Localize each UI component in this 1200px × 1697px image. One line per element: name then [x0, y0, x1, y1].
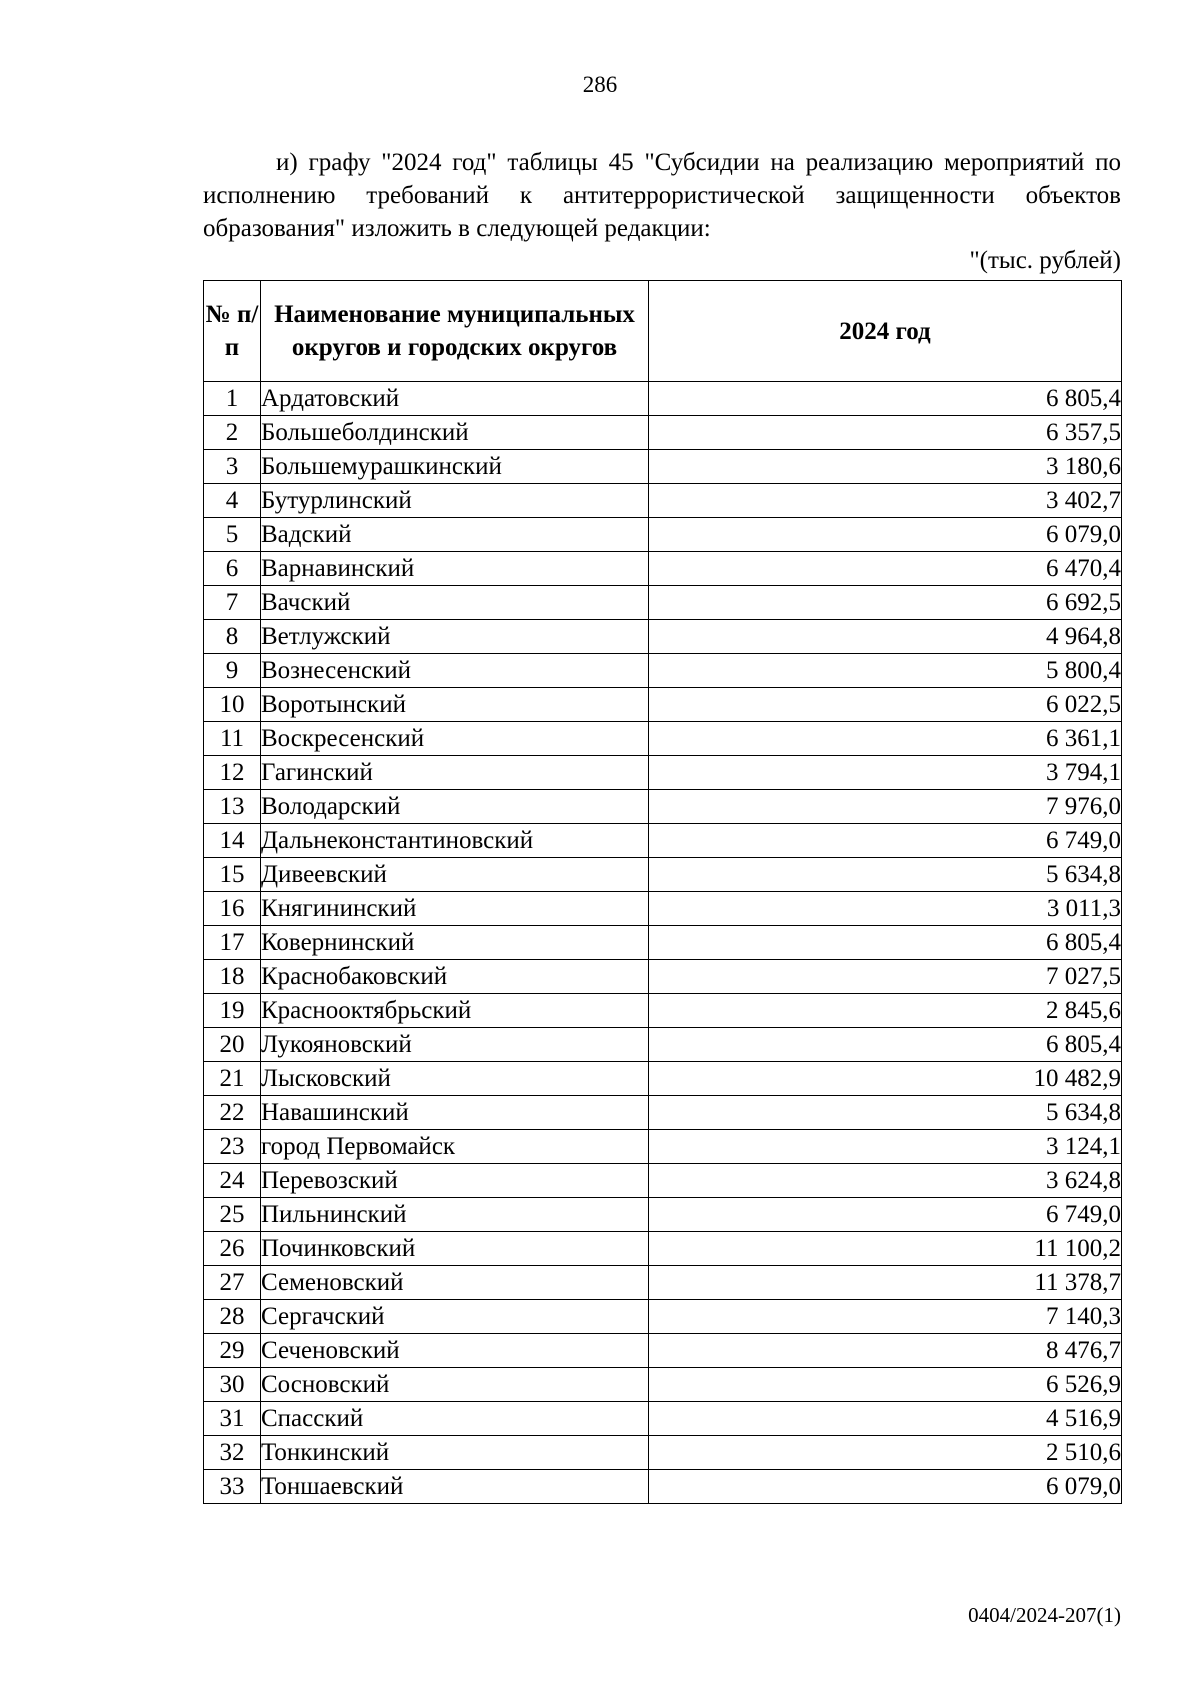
row-number: 28	[204, 1300, 261, 1334]
row-number: 15	[204, 858, 261, 892]
subsidy-value: 6 749,0	[649, 824, 1122, 858]
municipality-name: Ветлужский	[261, 620, 649, 654]
subsidy-value: 10 482,9	[649, 1062, 1122, 1096]
table-header-row	[204, 281, 1122, 382]
municipality-name: Воротынский	[261, 688, 649, 722]
row-number: 5	[204, 518, 261, 552]
table-row	[204, 1334, 1122, 1368]
municipality-name: Сергачский	[261, 1300, 649, 1334]
subsidy-value: 3 402,7	[649, 484, 1122, 518]
row-number: 3	[204, 450, 261, 484]
municipality-name: Вачский	[261, 586, 649, 620]
municipality-name: Перевозский	[261, 1164, 649, 1198]
table-row	[204, 756, 1122, 790]
municipality-name: Володарский	[261, 790, 649, 824]
subsidy-value: 11 100,2	[649, 1232, 1122, 1266]
table-row	[204, 552, 1122, 586]
row-number: 17	[204, 926, 261, 960]
subsidy-value: 6 079,0	[649, 518, 1122, 552]
subsidy-value: 5 634,8	[649, 1096, 1122, 1130]
table-row	[204, 960, 1122, 994]
subsidy-value: 3 624,8	[649, 1164, 1122, 1198]
row-number: 6	[204, 552, 261, 586]
municipality-name: Вадский	[261, 518, 649, 552]
municipality-name: Ковернинский	[261, 926, 649, 960]
row-number: 23	[204, 1130, 261, 1164]
municipality-name: Воскресенский	[261, 722, 649, 756]
row-number: 24	[204, 1164, 261, 1198]
table-row	[204, 1062, 1122, 1096]
table-row	[204, 1470, 1122, 1504]
municipality-name: Сосновский	[261, 1368, 649, 1402]
row-number: 10	[204, 688, 261, 722]
subsidy-value: 5 800,4	[649, 654, 1122, 688]
row-number: 16	[204, 892, 261, 926]
table-row	[204, 1266, 1122, 1300]
subsidy-value: 2 845,6	[649, 994, 1122, 1028]
row-number: 11	[204, 722, 261, 756]
subsidy-value: 6 526,9	[649, 1368, 1122, 1402]
table-row	[204, 1300, 1122, 1334]
subsidy-value: 6 470,4	[649, 552, 1122, 586]
municipality-name: Починковский	[261, 1232, 649, 1266]
subsidy-value: 6 805,4	[649, 382, 1122, 416]
row-number: 14	[204, 824, 261, 858]
intro-paragraph: и) графу "2024 год" таблицы 45 "Субсидии на реализацию мероприятий по исполнению требований к антитеррористической защищенности объектов образования" изложить в следующей редакции:	[203, 149, 1121, 242]
municipality-name: Гагинский	[261, 756, 649, 790]
table-row	[204, 722, 1122, 756]
municipality-name: Краснооктябрьский	[261, 994, 649, 1028]
subsidy-value: 6 361,1	[649, 722, 1122, 756]
table-row	[204, 790, 1122, 824]
table-row	[204, 892, 1122, 926]
row-number: 20	[204, 1028, 261, 1062]
table-row	[204, 382, 1122, 416]
table-row	[204, 518, 1122, 552]
row-number: 21	[204, 1062, 261, 1096]
municipality-name: Лукояновский	[261, 1028, 649, 1062]
municipality-name: Варнавинский	[261, 552, 649, 586]
table-row	[204, 858, 1122, 892]
row-number: 33	[204, 1470, 261, 1504]
table-row	[204, 1198, 1122, 1232]
subsidy-value: 6 692,5	[649, 586, 1122, 620]
municipality-name: Пильнинский	[261, 1198, 649, 1232]
subsidy-value: 7 976,0	[649, 790, 1122, 824]
subsidy-value: 3 124,1	[649, 1130, 1122, 1164]
municipality-name: Семеновский	[261, 1266, 649, 1300]
municipality-name: Навашинский	[261, 1096, 649, 1130]
table-row	[204, 688, 1122, 722]
document-code: 0404/2024-207(1)	[968, 1603, 1121, 1627]
row-number: 26	[204, 1232, 261, 1266]
row-number: 8	[204, 620, 261, 654]
row-number: 30	[204, 1368, 261, 1402]
municipality-name: Бутурлинский	[261, 484, 649, 518]
row-number: 2	[204, 416, 261, 450]
municipality-name: город Первомайск	[261, 1130, 649, 1164]
subsidy-value: 4 516,9	[649, 1402, 1122, 1436]
subsidy-value: 11 378,7	[649, 1266, 1122, 1300]
municipality-name: Дальнеконстантиновский	[261, 824, 649, 858]
subsidy-value: 6 805,4	[649, 926, 1122, 960]
header-number: № п/п	[204, 281, 261, 382]
subsidy-value: 6 805,4	[649, 1028, 1122, 1062]
table-row	[204, 1232, 1122, 1266]
row-number: 18	[204, 960, 261, 994]
units-label: "(тыс. рублей)	[969, 247, 1121, 274]
table-row	[204, 586, 1122, 620]
subsidy-value: 6 079,0	[649, 1470, 1122, 1504]
subsidy-value: 4 964,8	[649, 620, 1122, 654]
row-number: 29	[204, 1334, 261, 1368]
row-number: 27	[204, 1266, 261, 1300]
row-number: 25	[204, 1198, 261, 1232]
municipality-name: Тоншаевский	[261, 1470, 649, 1504]
municipality-name: Княгининский	[261, 892, 649, 926]
subsidy-value: 8 476,7	[649, 1334, 1122, 1368]
table-row	[204, 994, 1122, 1028]
row-number: 7	[204, 586, 261, 620]
table-row	[204, 1028, 1122, 1062]
header-municipality: Наименование муниципальных округов и городских округов	[261, 281, 649, 382]
municipality-name: Большеболдинский	[261, 416, 649, 450]
page-number: 286	[582, 72, 618, 97]
table-row	[204, 1130, 1122, 1164]
municipality-name: Краснобаковский	[261, 960, 649, 994]
municipality-name: Сеченовский	[261, 1334, 649, 1368]
row-number: 4	[204, 484, 261, 518]
table-body	[204, 382, 1122, 1504]
subsidy-value: 3 180,6	[649, 450, 1122, 484]
table-row	[204, 1402, 1122, 1436]
row-number: 22	[204, 1096, 261, 1130]
subsidy-value: 5 634,8	[649, 858, 1122, 892]
municipality-name: Дивеевский	[261, 858, 649, 892]
subsidy-value: 2 510,6	[649, 1436, 1122, 1470]
row-number: 13	[204, 790, 261, 824]
municipality-name: Тонкинский	[261, 1436, 649, 1470]
table-row	[204, 824, 1122, 858]
subsidies-table	[203, 280, 1122, 1504]
table-row	[204, 926, 1122, 960]
row-number: 31	[204, 1402, 261, 1436]
municipality-name: Ардатовский	[261, 382, 649, 416]
table-row	[204, 416, 1122, 450]
subsidy-value: 3 011,3	[649, 892, 1122, 926]
municipality-name: Лысковский	[261, 1062, 649, 1096]
row-number: 1	[204, 382, 261, 416]
row-number: 32	[204, 1436, 261, 1470]
row-number: 12	[204, 756, 261, 790]
subsidy-value: 6 749,0	[649, 1198, 1122, 1232]
table-row	[204, 654, 1122, 688]
table-row	[204, 1164, 1122, 1198]
subsidy-value: 3 794,1	[649, 756, 1122, 790]
subsidy-value: 7 140,3	[649, 1300, 1122, 1334]
row-number: 19	[204, 994, 261, 1028]
subsidy-value: 6 022,5	[649, 688, 1122, 722]
header-year-2024: 2024 год	[649, 281, 1122, 382]
table-row	[204, 484, 1122, 518]
table-row	[204, 450, 1122, 484]
subsidy-value: 6 357,5	[649, 416, 1122, 450]
row-number: 9	[204, 654, 261, 688]
municipality-name: Спасский	[261, 1402, 649, 1436]
table-row	[204, 1436, 1122, 1470]
table-row	[204, 1096, 1122, 1130]
municipality-name: Большемурашкинский	[261, 450, 649, 484]
subsidy-value: 7 027,5	[649, 960, 1122, 994]
municipality-name: Вознесенский	[261, 654, 649, 688]
table-row	[204, 620, 1122, 654]
table-row	[204, 1368, 1122, 1402]
